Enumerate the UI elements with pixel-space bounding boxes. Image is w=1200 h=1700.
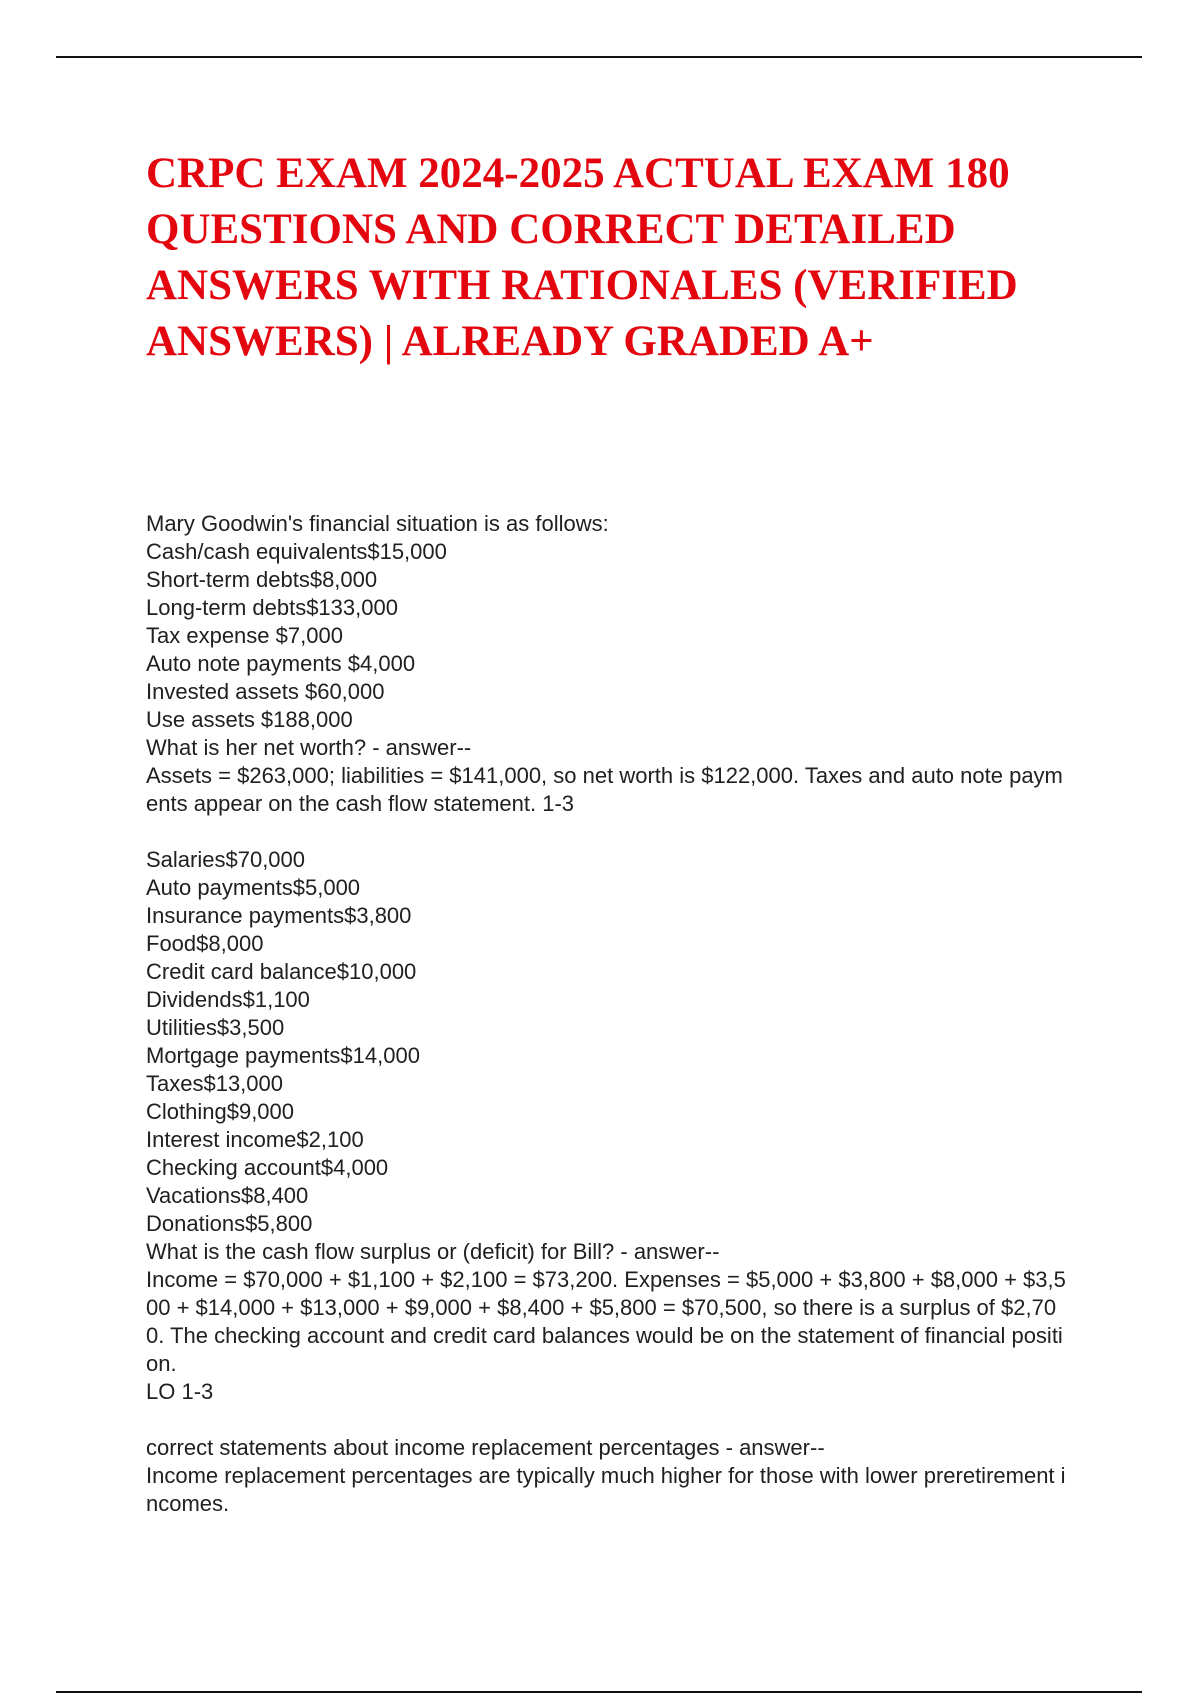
qa-block <box>146 1434 1066 1518</box>
question-line: What is her net worth? - answer-- <box>146 735 472 760</box>
answer-text: Assets = $263,000; liabilities = $141,000, so net worth is $122,000. Taxes and auto note payments appear on the cash flow statement. 1-3 <box>146 763 1063 816</box>
question-line: Short-term debts$8,000 <box>146 567 378 592</box>
qa-block <box>146 846 1066 1406</box>
question-line: correct statements about income replacement percentages - answer-- <box>146 1435 825 1460</box>
question-line: Mary Goodwin's financial situation is as follows: <box>146 511 609 536</box>
question-line: Long-term debts$133,000 <box>146 595 398 620</box>
question-line: Food$8,000 <box>146 931 264 956</box>
question-line: Auto note payments $4,000 <box>146 651 416 676</box>
question-line: What is the cash flow surplus or (deficit) for Bill? - answer-- <box>146 1239 720 1264</box>
document-body <box>146 146 1066 1546</box>
answer-text: Income = $70,000 + $1,100 + $2,100 = $73,200. Expenses = $5,000 + $3,800 + $8,000 + $3,500 + $14,000 + $13,000 + $9,000 + $8,400 + $5,800 = $70,500, so there is a surplus of $2,700. The checking account and credit card balances would be on the statement of financial position. <box>146 1267 1066 1376</box>
answer-text: Income replacement percentages are typically much higher for those with lower preretirement incomes. <box>146 1463 1066 1516</box>
question-line: Taxes$13,000 <box>146 1071 283 1096</box>
question-line: Tax expense $7,000 <box>146 623 343 648</box>
question-line: Dividends$1,100 <box>146 987 310 1012</box>
question-line: Utilities$3,500 <box>146 1015 285 1040</box>
question-line: Donations$5,800 <box>146 1211 313 1236</box>
qa-block <box>146 510 1066 818</box>
qa-list <box>146 510 1066 1518</box>
question-line: Insurance payments$3,800 <box>146 903 412 928</box>
question-line: Interest income$2,100 <box>146 1127 364 1152</box>
top-rule <box>56 56 1142 58</box>
document-title: CRPC EXAM 2024-2025 ACTUAL EXAM 180 QUESTIONS AND CORRECT DETAILED ANSWERS WITH RATIONALES (VERIFIED ANSWERS) | ALREADY GRADED A+ <box>146 150 1018 365</box>
question-line: Auto payments$5,000 <box>146 875 361 900</box>
question-line: Vacations$8,400 <box>146 1183 309 1208</box>
question-line: Checking account$4,000 <box>146 1155 389 1180</box>
question-line: Invested assets $60,000 <box>146 679 385 704</box>
learning-objective: LO 1-3 <box>146 1379 214 1404</box>
question-line: Clothing$9,000 <box>146 1099 295 1124</box>
question-line: Credit card balance$10,000 <box>146 959 417 984</box>
question-line: Mortgage payments$14,000 <box>146 1043 420 1068</box>
question-line: Use assets $188,000 <box>146 707 353 732</box>
question-line: Salaries$70,000 <box>146 847 306 872</box>
question-line: Cash/cash equivalents$15,000 <box>146 539 447 564</box>
bottom-rule <box>56 1691 1142 1693</box>
